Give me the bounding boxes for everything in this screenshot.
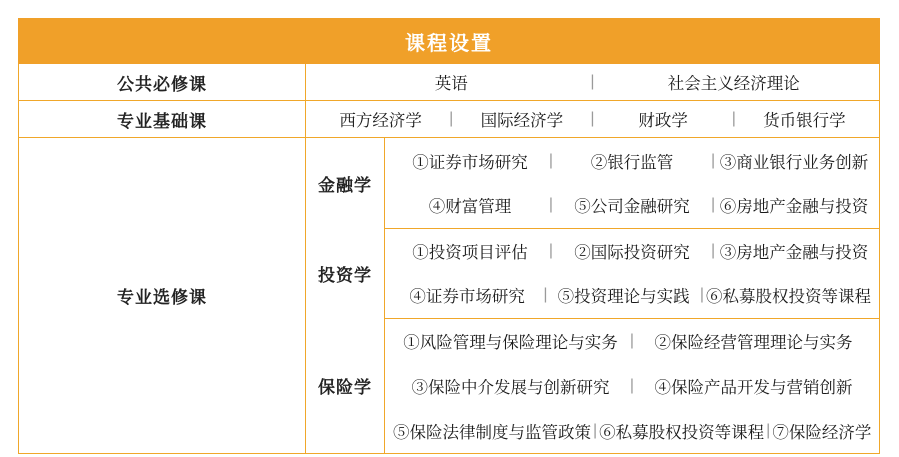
course-item: 英语 bbox=[434, 75, 468, 93]
group-label-investment: 投资学 bbox=[306, 228, 385, 318]
elective-line bbox=[385, 273, 880, 318]
elective-group-finance-line-2 bbox=[306, 183, 879, 228]
group-label-insurance: 保险学 bbox=[306, 318, 385, 453]
separator: | bbox=[548, 151, 554, 169]
separator: | bbox=[710, 151, 716, 169]
elective-line bbox=[385, 363, 880, 408]
separator: | bbox=[731, 110, 736, 127]
separator: | bbox=[593, 421, 598, 439]
course-item: ③商业银行业务创新 bbox=[719, 153, 869, 172]
elective-line bbox=[385, 183, 880, 228]
separator: | bbox=[449, 110, 454, 127]
elective-group-investment-line-1 bbox=[306, 228, 879, 273]
separator: | bbox=[590, 110, 595, 127]
course-item: ⑥私募股权投资等课程 bbox=[706, 288, 871, 307]
elective-line bbox=[385, 408, 880, 453]
course-item: ⑦保险经济学 bbox=[772, 423, 872, 442]
course-item: ①风险管理与保险理论与实务 bbox=[403, 333, 618, 352]
elective-group-insurance-line-3 bbox=[306, 408, 879, 453]
separator: | bbox=[629, 376, 635, 394]
course-item: ①证券市场研究 bbox=[412, 153, 528, 172]
elective-group-investment-line-2 bbox=[306, 273, 879, 318]
separator: | bbox=[710, 196, 716, 214]
separator: | bbox=[590, 73, 595, 90]
separator: | bbox=[699, 286, 704, 304]
separator: | bbox=[766, 421, 771, 439]
course-item: ④财富管理 bbox=[428, 198, 512, 217]
table-row-major-basic bbox=[19, 101, 880, 138]
elective-line bbox=[385, 228, 880, 273]
separator: | bbox=[629, 331, 635, 349]
elective-line bbox=[385, 318, 880, 363]
course-item: ⑥房地产金融与投资 bbox=[719, 198, 869, 217]
course-item: ⑤投资理论与实践 bbox=[557, 288, 690, 307]
course-item: ④保险产品开发与营销创新 bbox=[654, 378, 853, 397]
table-row-major-elective bbox=[19, 138, 880, 454]
course-item: ②银行监管 bbox=[590, 153, 674, 172]
page-title: 课程设置 bbox=[19, 19, 880, 64]
category-label-major-basic: 专业基础课 bbox=[19, 101, 306, 138]
course-item: ③房地产金融与投资 bbox=[719, 243, 869, 262]
category-label-major-elective: 专业选修课 bbox=[19, 138, 306, 454]
major-basic-courses bbox=[306, 101, 880, 138]
elective-group-insurance-line-2 bbox=[306, 363, 879, 408]
course-item: ⑥私募股权投资等课程 bbox=[599, 423, 765, 442]
course-item: 社会主义经济理论 bbox=[667, 75, 800, 93]
course-item: 货币银行学 bbox=[763, 112, 846, 130]
category-label-public-required: 公共必修课 bbox=[19, 64, 306, 101]
course-table bbox=[18, 18, 880, 454]
elective-group-insurance-line-1 bbox=[306, 318, 879, 363]
elective-group-finance-line-1 bbox=[306, 138, 879, 183]
table-row-public-required bbox=[19, 64, 880, 101]
public-required-courses bbox=[306, 64, 880, 101]
course-item: ⑤保险法律制度与监管政策 bbox=[393, 423, 591, 442]
course-item: ④证券市场研究 bbox=[409, 288, 525, 307]
course-item: ②国际投资研究 bbox=[574, 243, 690, 262]
separator: | bbox=[548, 241, 554, 259]
separator: | bbox=[543, 286, 548, 304]
group-label-finance: 金融学 bbox=[306, 138, 385, 228]
elective-line bbox=[385, 138, 880, 183]
elective-groups bbox=[306, 138, 880, 454]
course-item: 国际经济学 bbox=[480, 112, 564, 130]
course-item: ③保险中介发展与创新研究 bbox=[411, 378, 610, 397]
course-item: ⑤公司金融研究 bbox=[574, 198, 690, 217]
elective-inner-table bbox=[306, 138, 879, 453]
course-item: 财政学 bbox=[638, 112, 688, 130]
separator: | bbox=[548, 196, 554, 214]
course-item: ①投资项目评估 bbox=[412, 243, 528, 262]
course-item: 西方经济学 bbox=[339, 112, 422, 130]
course-item: ②保险经营管理理论与实务 bbox=[654, 333, 853, 352]
separator: | bbox=[710, 241, 716, 259]
table-title-row bbox=[19, 19, 880, 64]
